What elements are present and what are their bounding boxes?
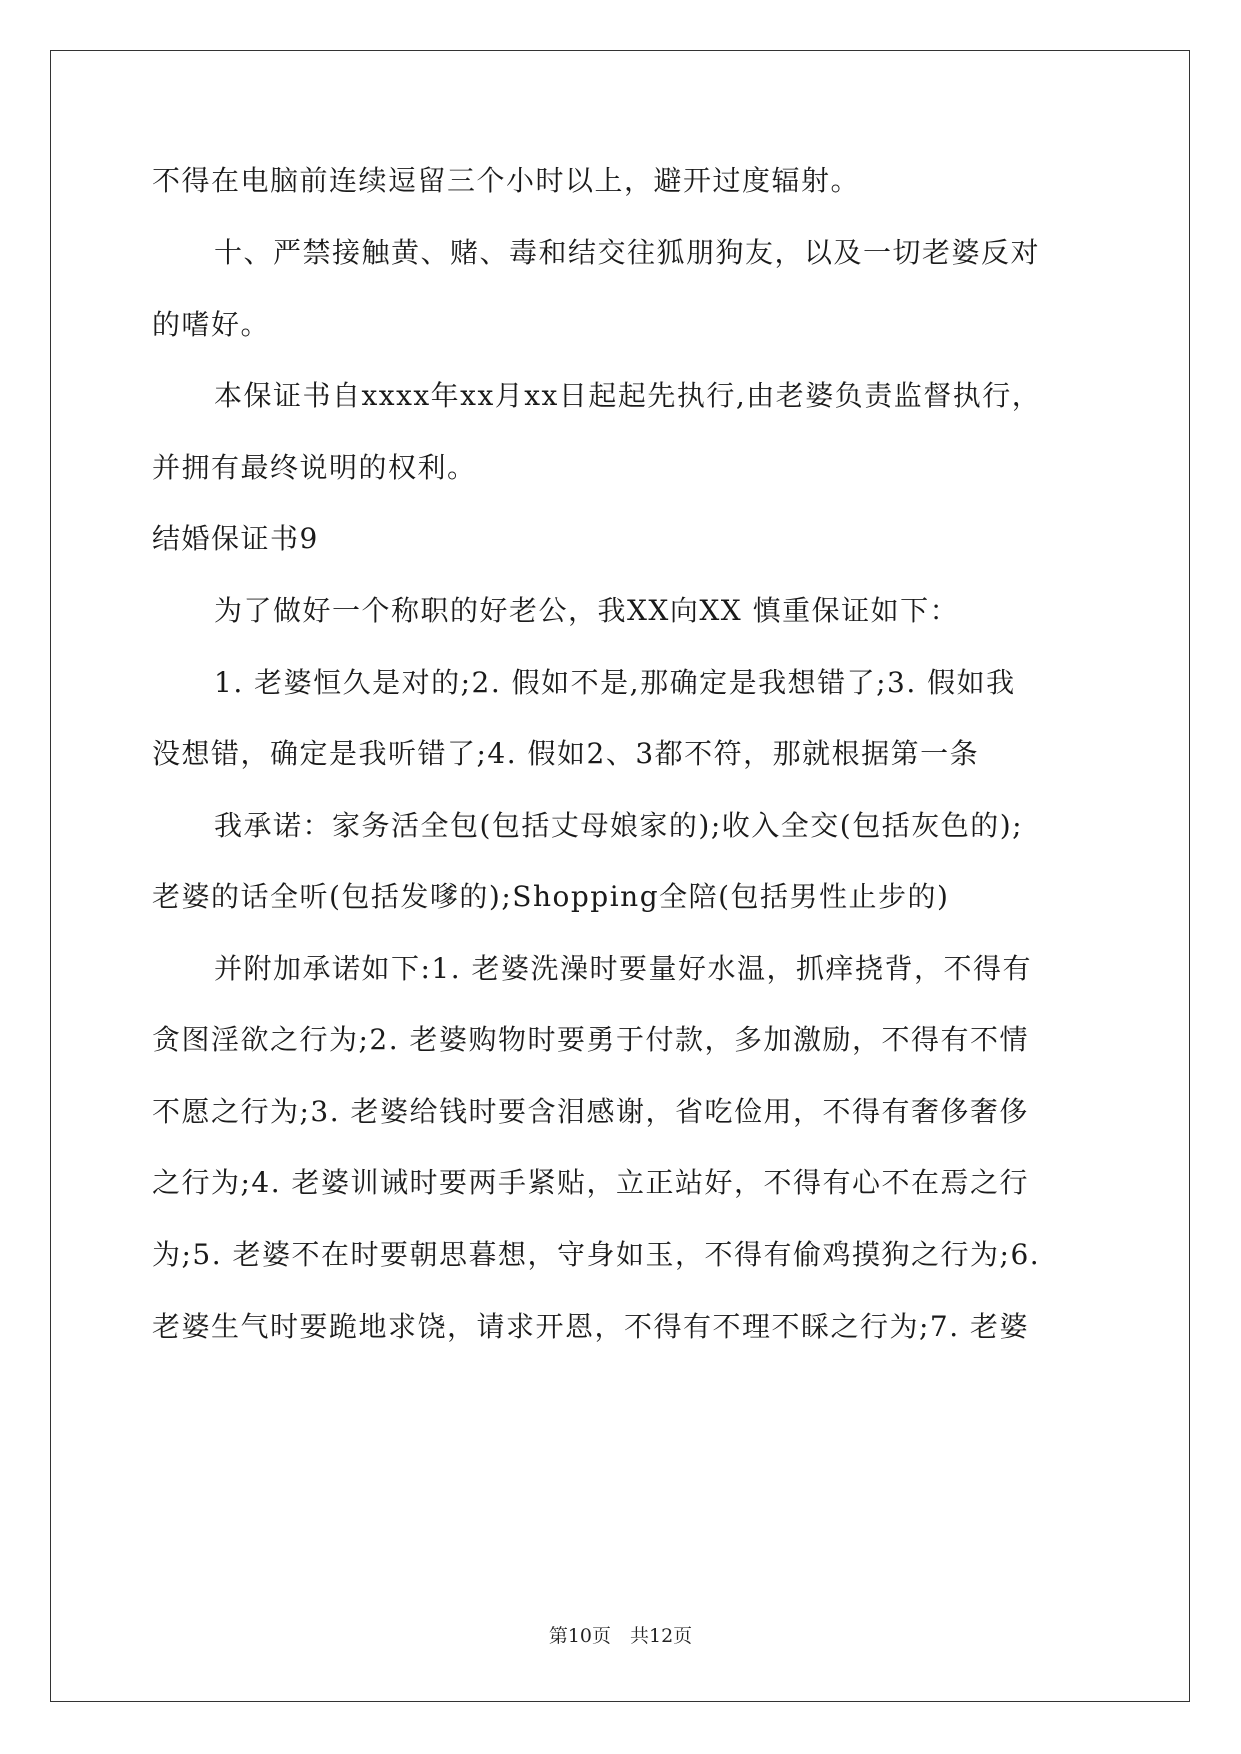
text-line: 十、严禁接触黄、赌、毒和结交往狐朋狗友，以及一切老婆反对 — [214, 236, 1041, 269]
text-line: 为了做好一个称职的好老公，我XX向XX 慎重保证如下： — [214, 594, 960, 627]
text-line: 贪图淫欲之行为;2. 老婆购物时要勇于付款，多加激励，不得有不情 — [152, 1023, 1030, 1056]
text-line: 不愿之行为;3. 老婆给钱时要含泪感谢，省吃俭用，不得有奢侈奢侈 — [152, 1095, 1030, 1128]
page-frame — [50, 50, 1190, 1702]
text-line: 我承诺：家务活全包(包括丈母娘家的);收入全交(包括灰色的); — [214, 809, 1024, 842]
section-heading: 结婚保证书9 — [152, 522, 319, 555]
text-line: 没想错，确定是我听错了;4. 假如2、3都不符，那就根据第一条 — [152, 737, 980, 770]
text-line: 并附加承诺如下:1. 老婆洗澡时要量好水温，抓痒挠背，不得有 — [214, 952, 1033, 985]
page-number: 第10页 共12页 — [548, 1625, 693, 1647]
text-line: 老婆的话全听(包括发嗲的);Shopping全陪(包括男性止步的) — [152, 880, 950, 913]
text-line: 的嗜好。 — [152, 308, 271, 341]
text-line: 老婆生气时要跪地求饶，请求开恩，不得有不理不睬之行为;7. 老婆 — [152, 1310, 1030, 1343]
text-line: 1. 老婆恒久是对的;2. 假如不是,那确定是我想错了;3. 假如我 — [214, 666, 1016, 699]
text-line: 为;5. 老婆不在时要朝思暮想，守身如玉，不得有偷鸡摸狗之行为;6. — [152, 1238, 1041, 1271]
text-line: 并拥有最终说明的权利。 — [152, 451, 477, 484]
text-line: 本保证书自xxxx年xx月xx日起起先执行,由老婆负责监督执行， — [214, 379, 1042, 412]
text-line: 不得在电脑前连续逗留三个小时以上，避开过度辐射。 — [152, 164, 861, 197]
text-line: 之行为;4. 老婆训诫时要两手紧贴，立正站好，不得有心不在焉之行 — [152, 1166, 1030, 1199]
